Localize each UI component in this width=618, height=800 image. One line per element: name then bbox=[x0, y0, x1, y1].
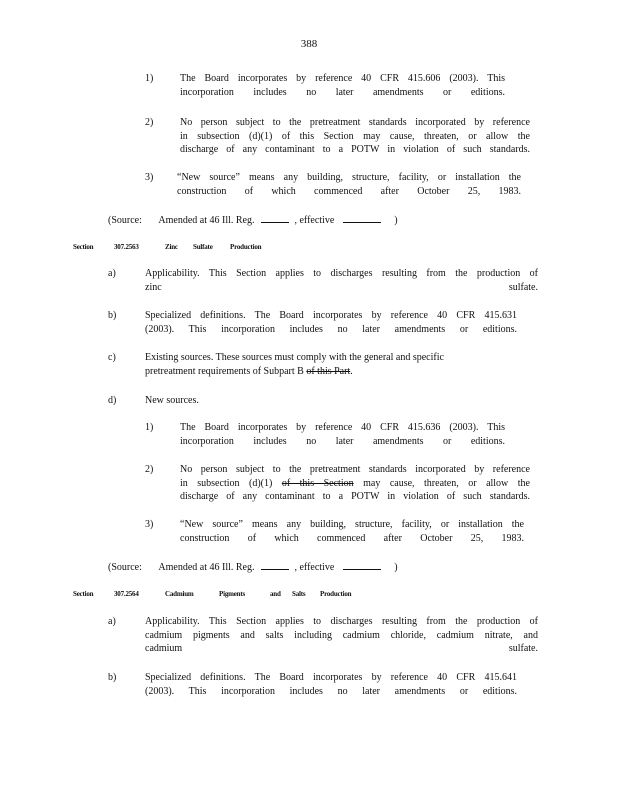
item-number: 2) bbox=[145, 117, 154, 128]
section-title-word: and bbox=[270, 590, 281, 598]
struck-text: of this Part bbox=[306, 365, 351, 377]
item-text-a: No person subject to the pretreatment standards incorporated by reference in subsection (d)(1) bbox=[180, 464, 530, 489]
source-close: ) bbox=[394, 215, 398, 226]
item-number: b) bbox=[108, 310, 117, 321]
section-title-word: Zinc bbox=[165, 243, 178, 251]
item-text: No person subject to the pretreatment standards incorporated by reference in subsection (d)(1) of this Section may cause, threaten, or allow the discharge of any contaminant to a POTW in violation of such standards. bbox=[180, 117, 530, 155]
item-number: c) bbox=[108, 352, 116, 363]
item-text-main: Existing sources. These sources must comply with the general and specific pretreatment requirements of Subpart B bbox=[145, 352, 444, 377]
source-prefix: (Source: bbox=[108, 215, 142, 226]
source-note bbox=[108, 213, 398, 226]
blank-line bbox=[261, 560, 289, 570]
item-text: Applicability. This Section applies to discharges resulting from the production of cadmium pigments and salts including cadmium chloride, cadmium nitrate, and cadmium sulfate. bbox=[145, 616, 538, 654]
section-title-word: Cadmium bbox=[165, 590, 194, 598]
item-number: 1) bbox=[145, 73, 154, 84]
section-title-word: Sulfate bbox=[193, 243, 213, 251]
item-text: New sources. bbox=[145, 395, 199, 406]
item-number: d) bbox=[108, 395, 117, 406]
blank-line bbox=[343, 213, 381, 223]
item-text: The Board incorporates by reference 40 CFR 415.606 (2003). This incorporation includes no later amendments or editions. bbox=[180, 73, 505, 98]
item-text bbox=[145, 351, 503, 378]
section-title-word: Pigments bbox=[219, 590, 246, 598]
blank-line bbox=[261, 213, 289, 223]
item-text bbox=[180, 463, 530, 504]
item-text-b: may cause, threaten, or allow the discharge of any contaminant to a POTW in violation of such standards. bbox=[180, 477, 530, 502]
section-label: Section bbox=[73, 590, 94, 598]
item-text: Applicability. This Section applies to discharges resulting from the production of zinc sulfate. bbox=[145, 268, 538, 293]
source-prefix: (Source: bbox=[108, 562, 142, 573]
struck-text: of this Section bbox=[281, 477, 354, 489]
item-text: Specialized definitions. The Board incorporates by reference 40 CFR 415.631 (2003). This incorporation includes no later amendments or editions. bbox=[145, 310, 517, 335]
blank-line bbox=[343, 560, 381, 570]
item-text: Specialized definitions. The Board incorporates by reference 40 CFR 415.641 (2003). This incorporation includes no later amendments or editions. bbox=[145, 672, 517, 697]
source-note bbox=[108, 560, 398, 573]
section-title-word: Salts bbox=[292, 590, 306, 598]
item-number: 2) bbox=[145, 464, 154, 475]
section-title-word: Production bbox=[230, 243, 262, 251]
item-number: a) bbox=[108, 268, 116, 279]
item-text-end: . bbox=[350, 365, 353, 377]
source-close: ) bbox=[394, 562, 398, 573]
source-amended: Amended at 46 Ill. Reg. bbox=[158, 215, 255, 226]
page-number: 388 bbox=[300, 38, 318, 50]
source-amended: Amended at 46 Ill. Reg. bbox=[158, 562, 255, 573]
item-text: “New source” means any building, structure, facility, or installation the construction of which commenced after October 25, 1983. bbox=[177, 172, 521, 197]
section-title-word: Production bbox=[320, 590, 352, 598]
source-effective: , effective bbox=[294, 215, 335, 226]
item-text: The Board incorporates by reference 40 CFR 415.636 (2003). This incorporation includes no later amendments or editions. bbox=[180, 422, 505, 447]
item-number: 1) bbox=[145, 422, 154, 433]
section-number: 307.2563 bbox=[114, 243, 139, 251]
item-number: 3) bbox=[145, 172, 154, 183]
item-number: a) bbox=[108, 616, 116, 627]
item-number: b) bbox=[108, 672, 117, 683]
item-text: “New source” means any building, structure, facility, or installation the construction of which commenced after October 25, 1983. bbox=[180, 519, 524, 544]
source-effective: , effective bbox=[294, 562, 335, 573]
item-number: 3) bbox=[145, 519, 154, 530]
section-label: Section bbox=[73, 243, 94, 251]
section-number: 307.2564 bbox=[114, 590, 139, 598]
